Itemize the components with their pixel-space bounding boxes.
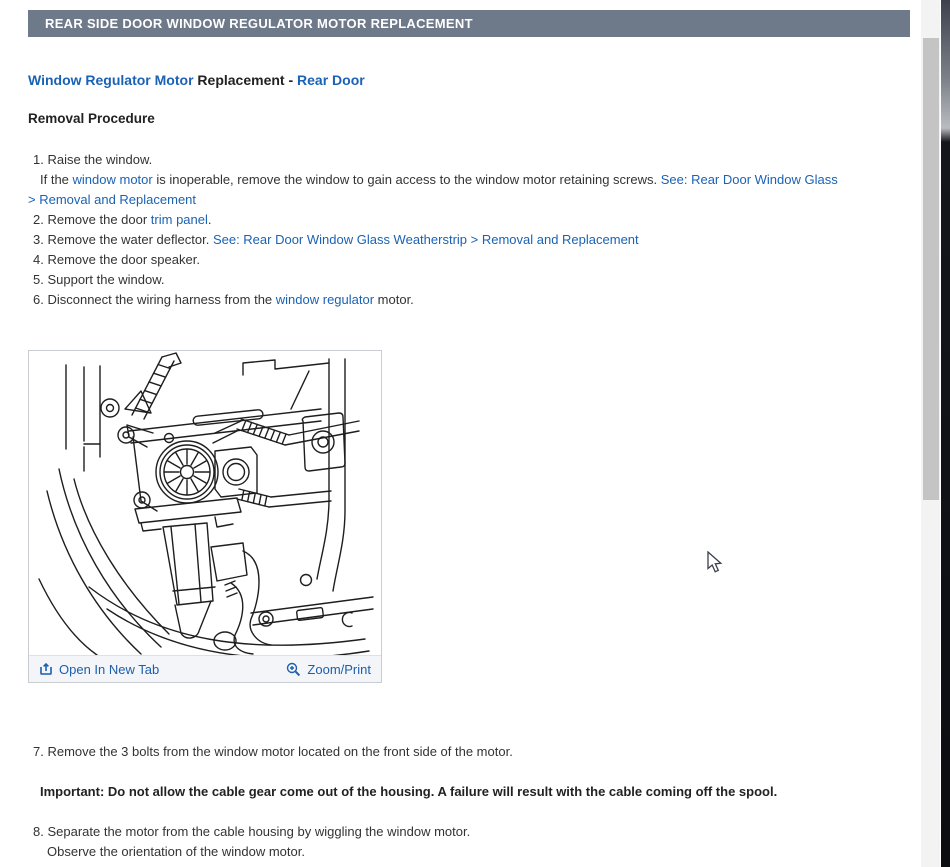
figure-toolbar bbox=[29, 655, 381, 682]
procedure-line bbox=[28, 170, 918, 190]
text-segment: 8. Separate the motor from the cable housing by wiggling the window motor. bbox=[33, 824, 471, 839]
text-segment: Replacement - bbox=[193, 72, 298, 88]
procedure-line bbox=[28, 250, 918, 270]
text-segment: 2. Remove the door bbox=[33, 212, 151, 227]
procedure-notes-list bbox=[28, 742, 918, 862]
figure-panel bbox=[28, 350, 382, 683]
procedure-line bbox=[28, 150, 918, 170]
text-segment: motor. bbox=[374, 292, 414, 307]
zoom-print-link[interactable] bbox=[286, 662, 371, 677]
doc-link[interactable]: Rear Door bbox=[297, 72, 365, 88]
text-segment: . bbox=[207, 212, 212, 227]
text-segment: 4. Remove the door speaker. bbox=[33, 252, 200, 267]
text-segment: 5. Support the window. bbox=[33, 272, 165, 287]
doc-link[interactable]: See: Rear Door Window Glass bbox=[660, 172, 838, 187]
doc-link[interactable]: See: Rear Door Window Glass Weatherstrip > Removal and Replacement bbox=[212, 232, 639, 247]
text-segment: 6. Disconnect the wiring harness from the bbox=[33, 292, 276, 307]
doc-link[interactable]: > Removal and Replacement bbox=[28, 192, 197, 207]
procedure-steps-list bbox=[28, 150, 918, 310]
open-in-new-tab-icon bbox=[39, 662, 53, 676]
window-edge-strip bbox=[941, 0, 950, 867]
procedure-line bbox=[28, 270, 918, 290]
mouse-cursor bbox=[706, 551, 726, 575]
text-segment: If the bbox=[40, 172, 73, 187]
procedure-line bbox=[28, 742, 918, 762]
vertical-scrollbar-thumb[interactable] bbox=[923, 38, 939, 500]
text-segment: Observe the orientation of the window motor. bbox=[47, 844, 305, 859]
procedure-line bbox=[28, 842, 918, 862]
procedure-line bbox=[28, 190, 918, 210]
procedure-line bbox=[28, 210, 918, 230]
page-title-line bbox=[28, 70, 365, 90]
doc-link[interactable]: trim panel bbox=[150, 212, 208, 227]
procedure-line bbox=[28, 230, 918, 250]
zoom-icon bbox=[286, 662, 301, 677]
procedure-line bbox=[28, 290, 918, 310]
doc-link[interactable]: window motor bbox=[72, 172, 153, 187]
text-segment: is inoperable, remove the window to gain access to the window motor retaining screws. bbox=[152, 172, 661, 187]
page-title bbox=[28, 70, 365, 90]
window-regulator-motor-diagram[interactable] bbox=[29, 351, 381, 655]
open-in-new-tab-label: Open In New Tab bbox=[59, 661, 160, 677]
removal-procedure-heading: Removal Procedure bbox=[28, 111, 155, 126]
section-header-bar bbox=[28, 10, 910, 37]
text-segment: 7. Remove the 3 bolts from the window motor located on the front side of the motor. bbox=[33, 744, 513, 759]
procedure-line bbox=[28, 782, 918, 802]
doc-link[interactable]: window regulator bbox=[275, 292, 375, 307]
section-header-title: REAR SIDE DOOR WINDOW REGULATOR MOTOR REPLACEMENT bbox=[45, 16, 473, 31]
zoom-print-label: Zoom/Print bbox=[307, 661, 371, 677]
text-segment: 1. Raise the window. bbox=[33, 152, 153, 167]
text-segment: 3. Remove the water deflector. bbox=[33, 232, 213, 247]
text-segment: Important: Do not allow the cable gear come out of the housing. A failure will result with the cable coming off the spool. bbox=[40, 784, 778, 799]
open-in-new-tab-link[interactable] bbox=[39, 662, 159, 677]
procedure-line bbox=[28, 822, 918, 842]
doc-link[interactable]: Window Regulator Motor bbox=[28, 72, 194, 88]
